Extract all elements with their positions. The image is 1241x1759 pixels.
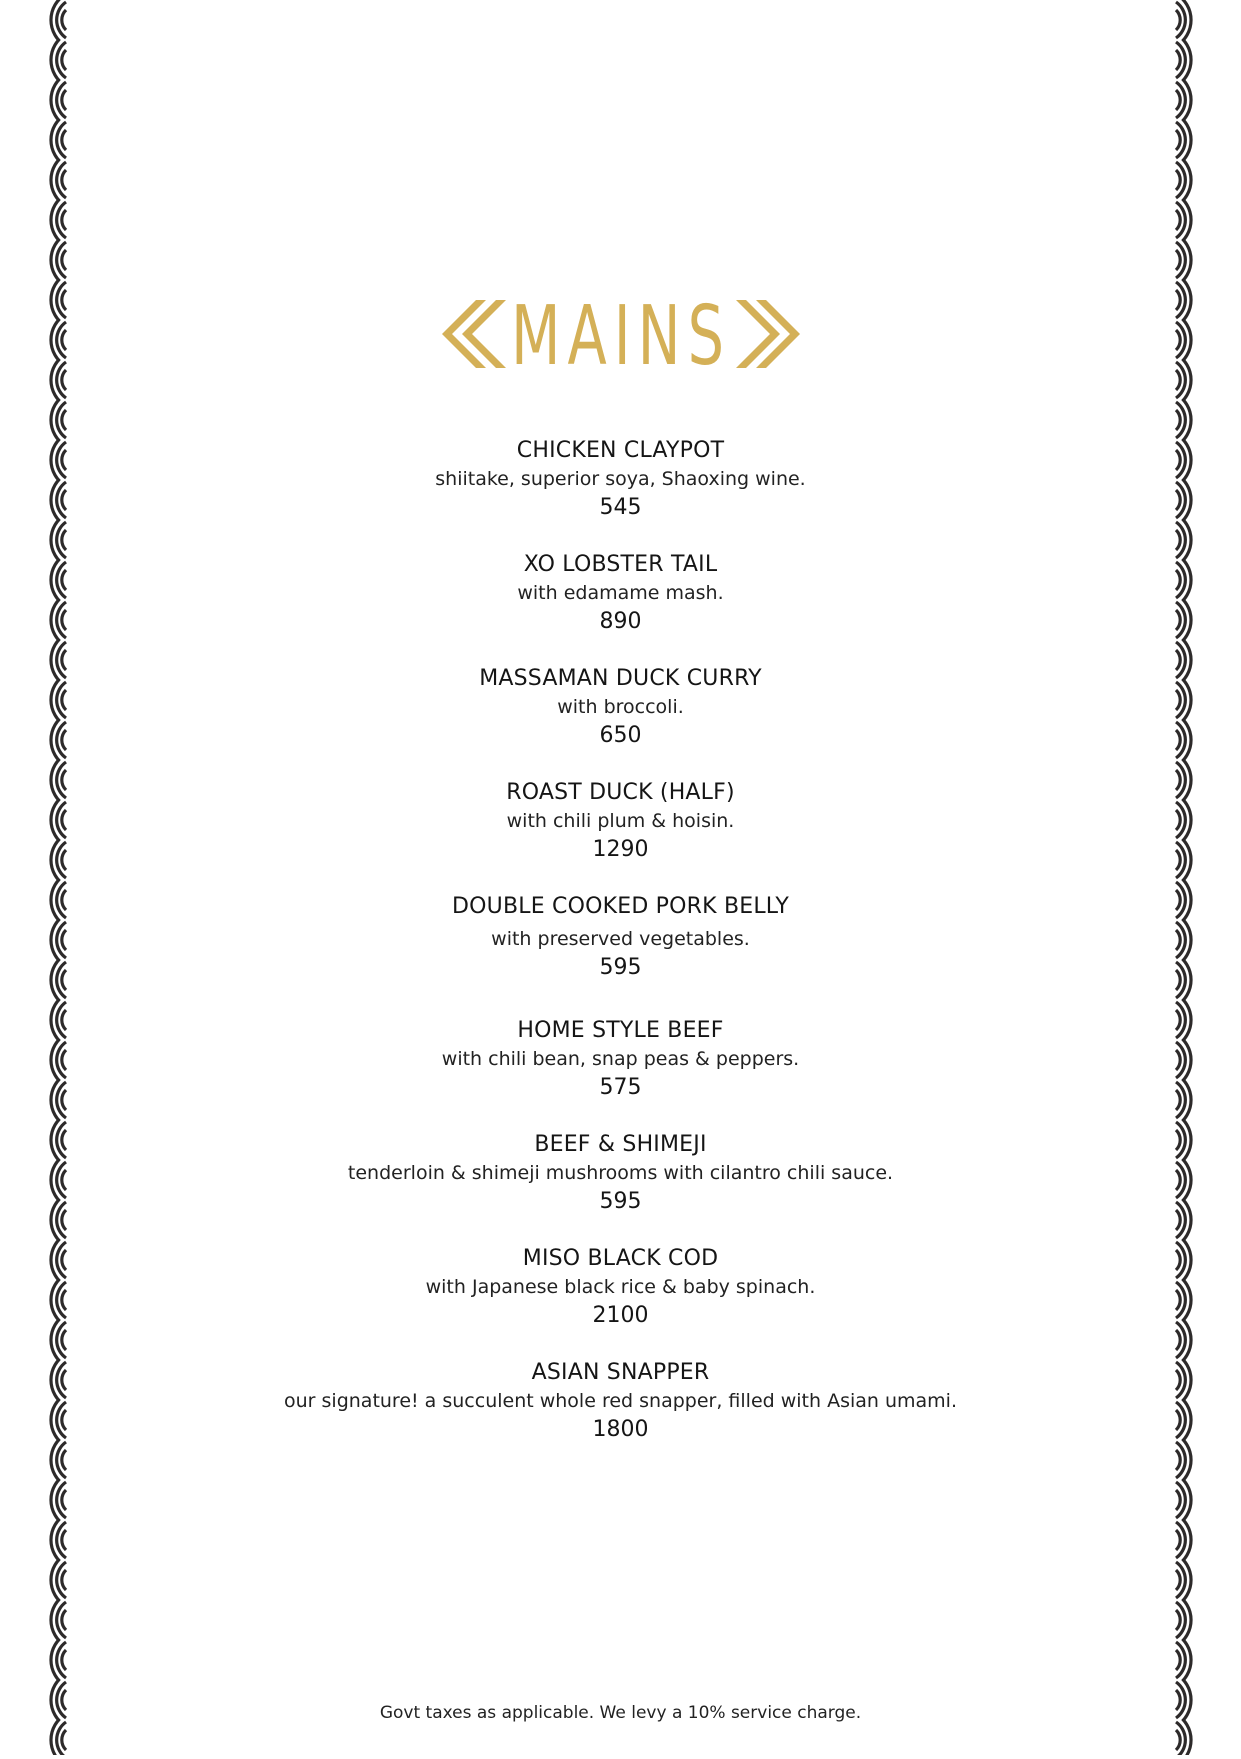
item-description: shiitake, superior soya, Shaoxing wine. — [435, 468, 806, 490]
item-name: CHICKEN CLAYPOT — [516, 438, 725, 463]
menu-item — [0, 1358, 1241, 1472]
item-name: ROAST DUCK (HALF) — [506, 780, 735, 805]
menu-item — [0, 550, 1241, 664]
item-description: with preserved vegetables. — [491, 928, 750, 950]
item-price: 890 — [599, 609, 642, 634]
item-name: MISO BLACK COD — [522, 1246, 719, 1271]
page-title — [0, 294, 1241, 374]
menu-item — [0, 1130, 1241, 1244]
item-price: 2100 — [592, 1303, 649, 1328]
menu-item — [0, 892, 1241, 1016]
item-description: with chili bean, snap peas & peppers. — [441, 1048, 800, 1070]
right-chevron-icon — [736, 300, 800, 368]
left-chevron-icon — [442, 300, 506, 368]
item-name: XO LOBSTER TAIL — [523, 552, 718, 577]
item-price: 575 — [599, 1075, 642, 1100]
item-name: ASIAN SNAPPER — [531, 1360, 710, 1385]
menu-item — [0, 1244, 1241, 1358]
item-description: with broccoli. — [557, 696, 684, 718]
item-name: DOUBLE COOKED PORK BELLY — [452, 894, 789, 919]
item-name: HOME STYLE BEEF — [517, 1018, 724, 1043]
item-description: with Japanese black rice & baby spinach. — [425, 1276, 816, 1298]
menu-item — [0, 1016, 1241, 1130]
item-name: MASSAMAN DUCK CURRY — [479, 666, 762, 691]
title-text: MAINS — [510, 294, 731, 374]
item-price: 545 — [599, 495, 642, 520]
item-description: with chili plum & hoisin. — [506, 810, 735, 832]
item-description: tenderloin & shimeji mushrooms with cilantro chili sauce. — [347, 1162, 894, 1184]
menu-item — [0, 778, 1241, 892]
menu-item — [0, 664, 1241, 778]
item-description: our signature! a succulent whole red snapper, filled with Asian umami. — [284, 1390, 957, 1412]
item-price: 595 — [599, 1189, 642, 1214]
item-price: 1290 — [592, 837, 649, 862]
menu-items — [0, 436, 1241, 1472]
item-price: 595 — [599, 955, 642, 980]
item-price: 1800 — [592, 1417, 649, 1442]
item-name: BEEF & SHIMEJI — [534, 1132, 707, 1157]
footer-note: Govt taxes as applicable. We levy a 10% service charge. — [379, 1703, 862, 1723]
item-price: 650 — [599, 723, 642, 748]
item-description: with edamame mash. — [517, 582, 724, 604]
menu-item — [0, 436, 1241, 550]
